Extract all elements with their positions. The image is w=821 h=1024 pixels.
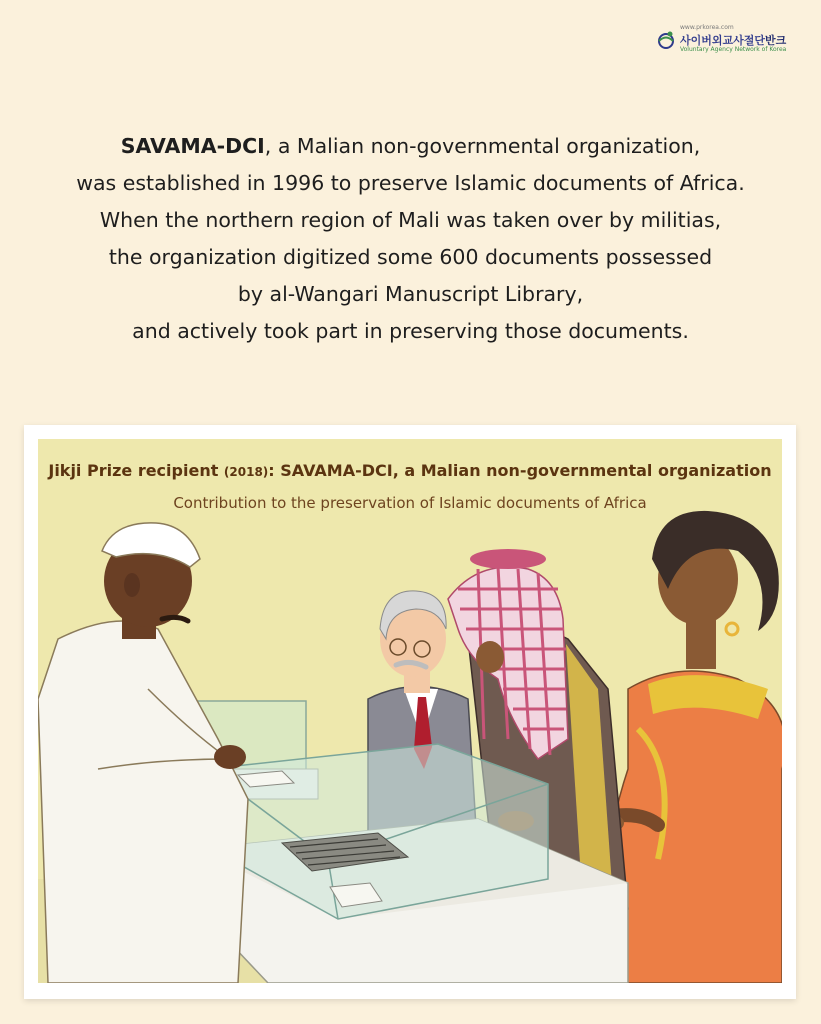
logo-subtitle: Voluntary Agency Network of Korea — [680, 46, 787, 53]
intro-line-4: the organization digitized some 600 documents possessed — [108, 245, 713, 269]
illustration-card — [24, 425, 796, 999]
intro-line-3: When the northern region of Mali was taken over by militias, — [99, 208, 722, 232]
caption-year: (2018) — [223, 465, 269, 479]
intro-paragraph — [40, 128, 781, 350]
illustration-caption: Jikji Prize recipient (2018): SAVAMA-DCI, a Malian non-governmental organization — [48, 461, 772, 480]
intro-line-1: SAVAMA-DCI, a Malian non-governmental organization, — [120, 134, 701, 158]
illustration-scene — [38, 439, 782, 983]
intro-line-2: was established in 1996 to preserve Islamic documents of Africa. — [76, 171, 745, 195]
illustration-subcaption: Contribution to the preservation of Islamic documents of Africa — [173, 494, 647, 512]
vank-logo-icon — [656, 30, 676, 50]
man-white-robe-figure — [38, 523, 248, 983]
illustration-art — [38, 439, 782, 983]
vank-logo — [652, 22, 802, 62]
intro-line-6: and actively took part in preserving those documents. — [132, 319, 689, 343]
logo-url: www.prkorea.com — [680, 24, 734, 31]
organization-name: SAVAMA-DCI — [120, 134, 265, 158]
intro-line-5: by al-Wangari Manuscript Library, — [237, 282, 584, 306]
logo-name: 사이버외교사절단반크 — [680, 34, 787, 47]
